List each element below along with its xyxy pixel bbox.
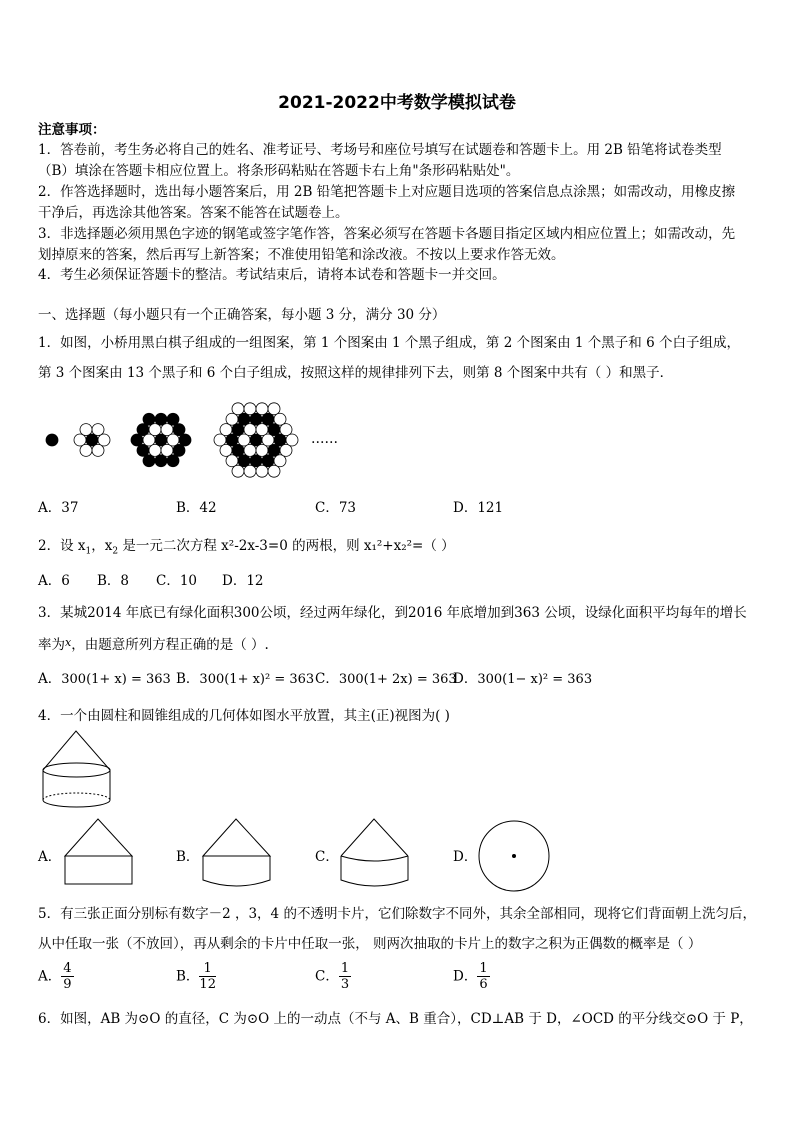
stone xyxy=(232,444,244,456)
stone xyxy=(137,444,149,456)
q6-line-1: 6．如图，AB 为⊙O 的直径，C 为⊙O 上的一动点（不与 A、B 重合），CD⊥AB 于 D，∠OCD 的平分线交⊙O 于 P， xyxy=(38,1011,753,1027)
stone xyxy=(244,403,256,415)
stone xyxy=(226,413,238,425)
stone xyxy=(226,434,238,446)
stone xyxy=(238,434,250,446)
stone xyxy=(286,434,298,446)
q3-line-2-post: ，由题意所列方程正确的是（ ）. xyxy=(71,637,269,653)
stone xyxy=(250,455,262,467)
stone xyxy=(232,403,244,415)
q1-option-c[interactable]: C．73 xyxy=(315,500,357,516)
stone xyxy=(268,403,280,415)
stone xyxy=(179,434,191,446)
stone xyxy=(262,434,274,446)
fraction-denominator: 12 xyxy=(199,977,216,992)
q4-stem: 4．一个由圆柱和圆锥组成的几何体如图水平放置，其主(正)视图为( ) xyxy=(38,708,450,724)
fraction-numerator: 1 xyxy=(199,961,216,977)
stone xyxy=(232,424,244,436)
q3-variable: x xyxy=(65,636,72,649)
q2-option-c[interactable]: C．10 xyxy=(156,573,198,589)
q3-option-a[interactable] xyxy=(38,670,171,689)
q4-solid-figure xyxy=(38,728,118,810)
stone xyxy=(232,465,244,477)
q5-option-b-fraction xyxy=(199,961,216,992)
stone xyxy=(238,455,250,467)
q4-option-c-label[interactable]: C． xyxy=(315,849,339,865)
stone xyxy=(167,434,179,446)
q2-option-b[interactable]: B．8 xyxy=(97,573,130,589)
stone xyxy=(268,465,280,477)
stone xyxy=(220,444,232,456)
q3-option-a-expr: 300(1+ x) = 363 xyxy=(61,672,171,687)
q5-option-d[interactable] xyxy=(453,961,490,992)
stone xyxy=(167,413,179,425)
q2-stem xyxy=(38,537,455,561)
stone xyxy=(250,413,262,425)
pattern-3 xyxy=(131,413,191,467)
q2-text-mid: ，x xyxy=(91,538,113,554)
q3-line-2 xyxy=(38,634,269,654)
q3-option-b[interactable] xyxy=(176,670,314,689)
stone xyxy=(220,424,232,436)
stone xyxy=(137,424,149,436)
stone xyxy=(167,455,179,467)
q4-option-b-figure[interactable] xyxy=(202,818,274,890)
q3-option-d-expr: 300(1− x)² = 363 xyxy=(477,672,593,687)
pattern-2 xyxy=(74,424,110,457)
q2-sub-2: 2 xyxy=(112,546,119,557)
q2-option-a[interactable]: A．6 xyxy=(38,573,70,589)
stone xyxy=(274,455,286,467)
q3-line-2-pre: 率为 xyxy=(38,637,65,653)
stone xyxy=(143,455,155,467)
q4-option-a-figure[interactable] xyxy=(64,818,136,886)
fraction-denominator: 9 xyxy=(63,977,72,992)
q3-option-a-label: A． xyxy=(38,671,62,687)
q1-option-a[interactable]: A．37 xyxy=(38,500,79,516)
stone xyxy=(238,413,250,425)
q5-line-2: 从中任取一张（不放回），再从剩余的卡片中任取一张， 则两次抽取的卡片上的数字之积为正偶数的概率是（ ） xyxy=(38,936,702,952)
notice-line-7: 4．考生必须保证答题卡的整洁。考试结束后，请将本试卷和答题卡一并交回。 xyxy=(38,267,506,283)
q4-option-d-label[interactable]: D． xyxy=(453,849,478,865)
stone xyxy=(143,413,155,425)
q5-option-c-fraction xyxy=(339,961,351,992)
stone xyxy=(149,444,161,456)
stone xyxy=(256,465,268,477)
q1-line-1: 1．如图，小桥用黑白棋子组成的一组图案，第 1 个图案由 1 个黑子组成，第 2 个图案由 1 个黑子和 6 个白子组成， xyxy=(38,335,740,351)
stone xyxy=(155,455,167,467)
stone xyxy=(244,465,256,477)
fraction-denominator: 6 xyxy=(479,977,488,992)
q4-option-c-figure[interactable] xyxy=(340,818,412,890)
q3-option-b-label: B． xyxy=(176,671,200,687)
q4-option-b-label[interactable]: B． xyxy=(176,849,200,865)
stone xyxy=(256,444,268,456)
fraction-numerator: 4 xyxy=(63,961,72,976)
q5-line-1: 5．有三张正面分别标有数字－2 ，3，4 的不透明卡片，它们除数字不同外，其余全部相同，现将它们背面朝上洗匀后， xyxy=(38,906,756,922)
q3-line-1: 3．某城2014 年底已有绿化面积300公顷，经过两年绿化，到2016 年底增加到363 公顷，设绿化面积平均每年的增长 xyxy=(38,605,747,621)
notice-line-5: 3．非选择题必须用黑色字迹的钢笔或签字笔作答，答案必须写在答题卡各题目指定区域内相应位置上；如需改动，先 xyxy=(38,226,736,242)
q4-option-d-figure[interactable] xyxy=(478,820,552,894)
q5-option-a-fraction xyxy=(61,961,73,992)
stone xyxy=(250,434,262,446)
stone xyxy=(256,424,268,436)
stone xyxy=(214,434,226,446)
q1-pattern-figure xyxy=(30,395,330,485)
q5-option-a[interactable] xyxy=(38,961,74,992)
stone xyxy=(280,444,292,456)
pattern-4 xyxy=(214,403,298,477)
stone xyxy=(155,434,167,446)
page-title: 2021-2022中考数学模拟试卷 xyxy=(278,93,516,113)
q5-option-b-label: B． xyxy=(176,968,200,985)
stone xyxy=(256,403,268,415)
stone xyxy=(149,424,161,436)
q1-ellipsis: …… xyxy=(311,431,338,447)
q5-option-b[interactable] xyxy=(176,961,216,992)
stone xyxy=(268,424,280,436)
stone xyxy=(161,424,173,436)
notice-line-3: 2．作答选择题时，选出每小题答案后，用 2B 铅笔把答题卡上对应题目选项的答案信息点涂黑；如需改动，用橡皮擦 xyxy=(38,184,736,200)
q5-option-d-fraction xyxy=(477,961,489,992)
q1-option-b[interactable]: B．42 xyxy=(176,500,217,516)
stone xyxy=(173,444,185,456)
q5-option-c-label: C． xyxy=(315,968,339,985)
notice-line-1: 1．答卷前，考生务必将自己的姓名、准考证号、考场号和座位号填写在试题卷和答题卡上。用 2B 铅笔将试卷类型 xyxy=(38,142,722,158)
stone xyxy=(244,444,256,456)
q3-option-d-label: D． xyxy=(453,671,478,687)
q2-text-post: 是一元二次方程 x²-2x-3=0 的两根，则 x₁²+x₂²=（ ） xyxy=(118,538,455,554)
q4-option-a-label[interactable]: A． xyxy=(38,849,62,865)
stone xyxy=(226,455,238,467)
stone xyxy=(161,444,173,456)
fraction-denominator: 3 xyxy=(340,977,350,992)
notice-heading: 注意事项： xyxy=(38,122,106,138)
q3-option-c-label: C． xyxy=(315,671,339,687)
pattern-1 xyxy=(46,434,58,446)
stone xyxy=(274,413,286,425)
stone xyxy=(173,424,185,436)
q1-option-d[interactable]: D．121 xyxy=(453,500,504,516)
stone xyxy=(244,424,256,436)
q3-option-b-expr: 300(1+ x)² = 363 xyxy=(199,672,315,687)
section-heading: 一、选择题（每小题只有一个正确答案，每小题 3 分，满分 30 分） xyxy=(38,307,446,323)
stone xyxy=(280,424,292,436)
stone xyxy=(262,413,274,425)
q2-option-d[interactable]: D．12 xyxy=(222,573,264,589)
q5-option-d-label: D． xyxy=(453,968,478,985)
q3-option-c-expr: 300(1+ 2x) = 363 xyxy=(338,672,457,687)
notice-line-6: 划掉原来的答案，然后再写上新答案；不准使用铅笔和涂改液。不按以上要求作答无效。 xyxy=(38,247,565,263)
q3-option-d[interactable] xyxy=(453,670,592,689)
fraction-numerator: 1 xyxy=(340,961,350,976)
notice-line-2: （B）填涂在答题卡相应位置上。将条形码粘贴在答题卡右上角"条形码粘贴处"。 xyxy=(38,163,520,179)
q5-option-c[interactable] xyxy=(315,961,351,992)
stone xyxy=(155,413,167,425)
notice-line-4: 干净后，再选涂其他答案。答案不能答在试题卷上。 xyxy=(38,205,349,221)
stone xyxy=(143,434,155,446)
q2-text-pre: 2．设 x xyxy=(38,538,86,554)
fraction-numerator: 1 xyxy=(479,961,488,976)
stone xyxy=(268,444,280,456)
stone xyxy=(131,434,143,446)
stone xyxy=(262,455,274,467)
stone xyxy=(274,434,286,446)
q5-option-a-label: A． xyxy=(38,968,62,985)
q3-option-c[interactable] xyxy=(315,670,457,689)
q2-sub-1: 1 xyxy=(85,546,92,557)
q1-line-2: 第 3 个图案由 13 个黑子和 6 个白子组成，按照这样的规律排列下去，则第 8 个图案中共有（ ）和黑子． xyxy=(38,365,674,381)
